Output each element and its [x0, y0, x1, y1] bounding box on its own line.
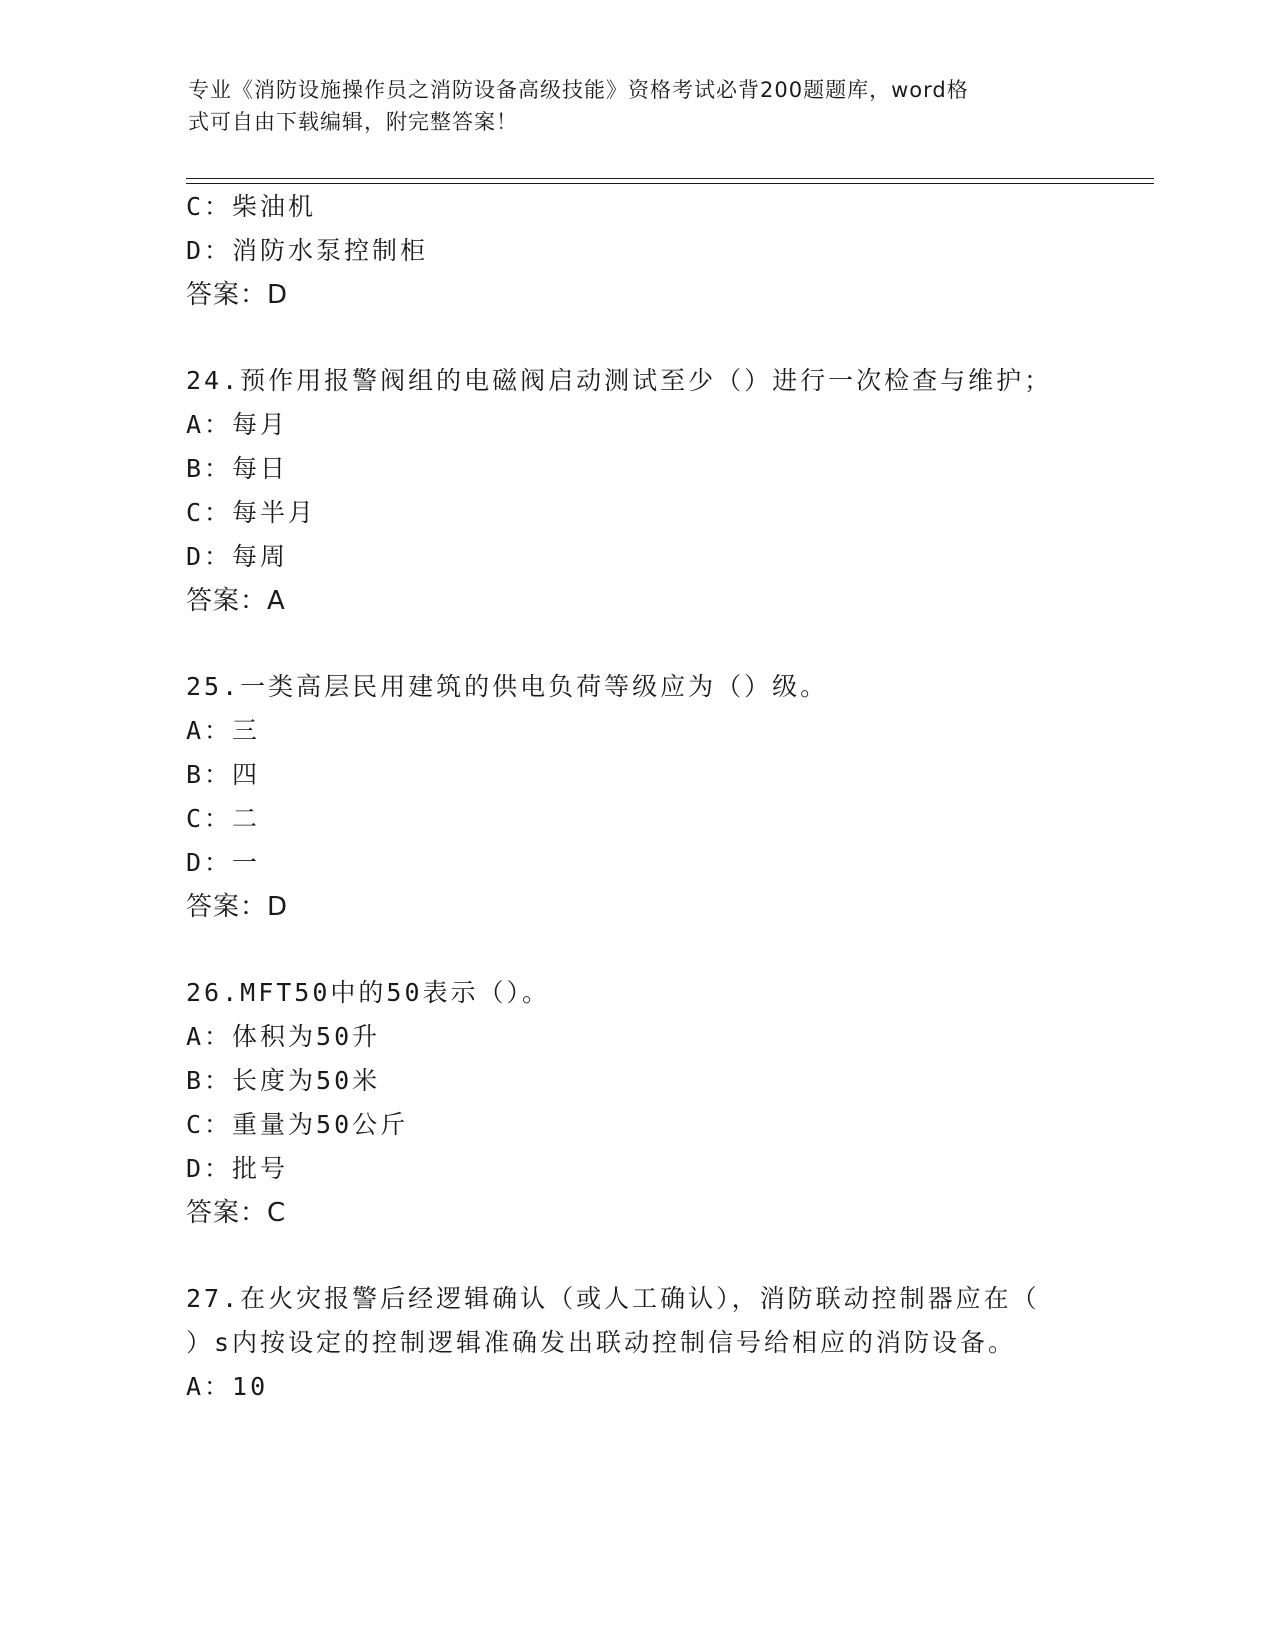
- question-stem: 27.在火灾报警后经逻辑确认（或人工确认），消防联动控制器应在（: [186, 1284, 1040, 1313]
- option-b: B：四: [186, 760, 261, 789]
- option-c: C：每半月: [186, 498, 317, 527]
- question-stem-continued: ）s内按设定的控制逻辑准确发出联动控制信号给相应的消防设备。: [186, 1328, 1017, 1357]
- question-stem: 24.预作用报警阀组的电磁阀启动测试至少（）进行一次检查与维护；: [186, 366, 1053, 395]
- header-line-2: 式可自由下载编辑，附完整答案！: [188, 110, 518, 134]
- option-d: D：每周: [186, 542, 289, 571]
- option-d: D：消防水泵控制柜: [186, 236, 429, 265]
- option-a: A：每月: [186, 410, 289, 439]
- option-b: B：长度为50米: [186, 1066, 381, 1095]
- question-stem: 26.MFT50中的50表示（）。: [186, 978, 551, 1007]
- option-a: A：10: [186, 1372, 269, 1401]
- option-d: D：一: [186, 848, 261, 877]
- answer-line: 答案：A: [186, 586, 286, 616]
- option-a: A：体积为50升: [186, 1022, 381, 1051]
- option-c: C：柴油机: [186, 192, 317, 221]
- question-stem: 25.一类高层民用建筑的供电负荷等级应为（）级。: [186, 672, 829, 701]
- option-c: C：二: [186, 804, 261, 833]
- option-d: D：批号: [186, 1154, 289, 1183]
- answer-line: 答案：D: [186, 280, 289, 310]
- header-divider-bottom: [186, 183, 1154, 184]
- option-b: B：每日: [186, 454, 289, 483]
- header-line-1: 专业《消防设施操作员之消防设备高级技能》资格考试必背200题题库，word格: [188, 78, 969, 102]
- option-c: C：重量为50公斤: [186, 1110, 409, 1139]
- answer-line: 答案：D: [186, 892, 289, 922]
- header-divider-top: [186, 178, 1154, 179]
- option-a: A：三: [186, 716, 261, 745]
- header-note: [188, 74, 1068, 138]
- answer-line: 答案：C: [186, 1198, 287, 1228]
